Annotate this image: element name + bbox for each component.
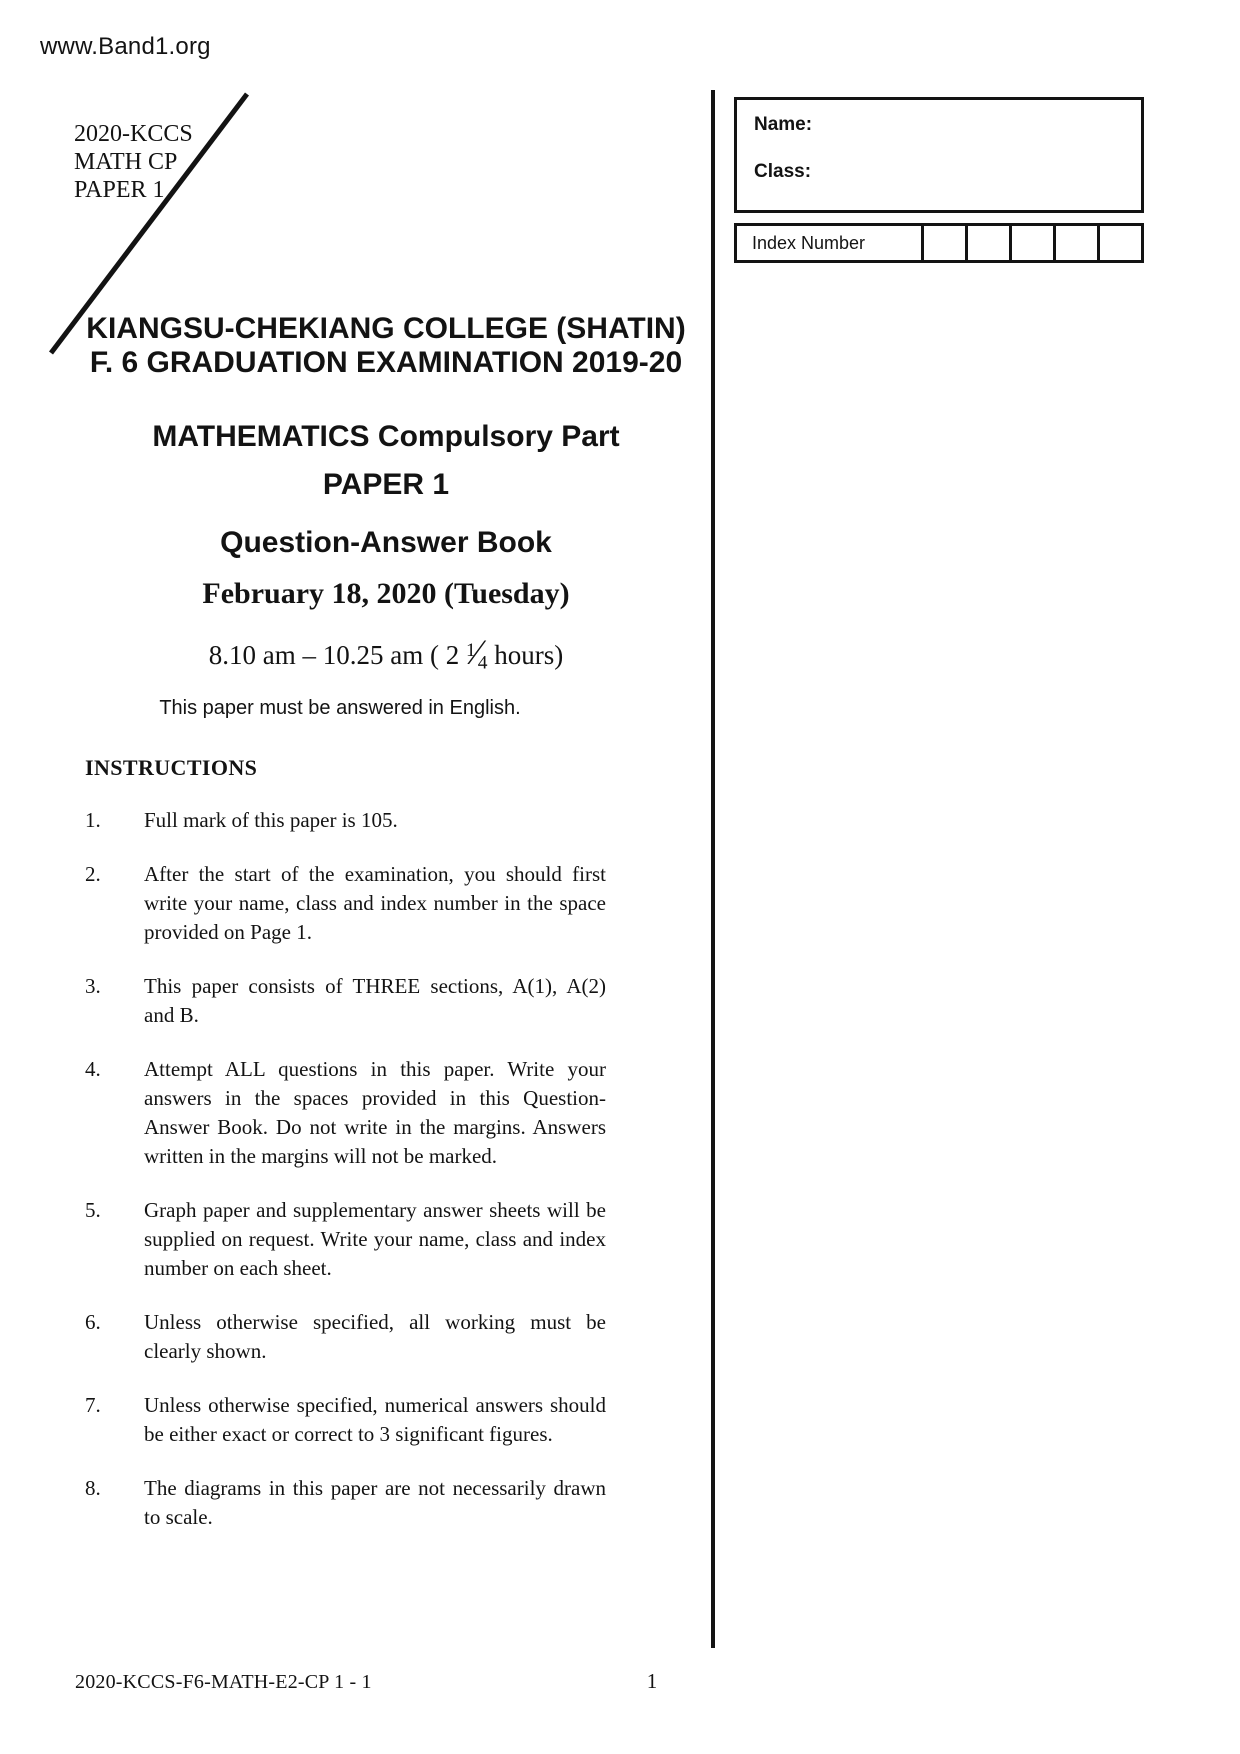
instruction-text: Unless otherwise specified, numerical answers should be either exact or correct to 3 significant figures. bbox=[144, 1393, 606, 1446]
instruction-number: 1. bbox=[85, 808, 101, 832]
instruction-text: Attempt ALL questions in this paper. Write your answers in the spaces provided in this Question-Answer Book. Do not write in the margins. Answers written in the margins will not be marked. bbox=[144, 1057, 606, 1168]
duration-fraction bbox=[465, 632, 488, 674]
fraction-slash: ⁄ bbox=[473, 632, 480, 672]
exam-time-suffix: hours) bbox=[487, 640, 564, 670]
fraction-numerator: 1 bbox=[465, 639, 476, 661]
instruction-number: 6. bbox=[85, 1310, 101, 1334]
footer-paper-code: 2020-KCCS-F6-MATH-E2-CP 1 - 1 bbox=[75, 1671, 372, 1693]
instruction-item bbox=[85, 1391, 615, 1449]
exam-date: February 18, 2020 (Tuesday) bbox=[202, 577, 570, 610]
instruction-text: The diagrams in this paper are not necessarily drawn to scale. bbox=[144, 1476, 606, 1529]
subject-title: MATHEMATICS Compulsory Part bbox=[152, 420, 620, 453]
instructions-heading: INSTRUCTIONS bbox=[85, 755, 258, 780]
book-type: Question-Answer Book bbox=[220, 526, 552, 559]
instruction-text: After the start of the examination, you should first write your name, class and index number in the space provided on Page 1. bbox=[144, 862, 606, 944]
name-label: Name: bbox=[754, 114, 813, 135]
index-number-box bbox=[734, 223, 1144, 263]
instruction-text: Full mark of this paper is 105. bbox=[144, 808, 398, 832]
exam-time bbox=[60, 631, 712, 674]
instructions-list bbox=[85, 806, 615, 1557]
instruction-item bbox=[85, 1055, 615, 1171]
index-number-label: Index Number bbox=[752, 232, 866, 253]
language-note: This paper must be answered in English. bbox=[159, 697, 521, 719]
paper-number: PAPER 1 bbox=[322, 468, 450, 501]
paper-code-paper: PAPER 1 bbox=[74, 177, 165, 203]
instruction-number: 2. bbox=[85, 862, 101, 886]
instruction-text: This paper consists of THREE sections, A(1), A(2) and B. bbox=[144, 974, 606, 1027]
fraction-denominator: 4 bbox=[477, 652, 488, 674]
footer-page-number: 1 bbox=[646, 1669, 658, 1693]
instruction-text: Unless otherwise specified, all working must be clearly shown. bbox=[144, 1310, 606, 1363]
instruction-item bbox=[85, 972, 615, 1030]
instruction-text: Graph paper and supplementary answer sheets will be supplied on request. Write your name, class and index number on each sheet. bbox=[144, 1198, 606, 1280]
index-digit-cell bbox=[965, 226, 1009, 260]
instruction-item bbox=[85, 1308, 615, 1366]
class-label: Class: bbox=[754, 161, 812, 182]
paper-code-year: 2020-KCCS bbox=[74, 121, 193, 147]
instruction-number: 4. bbox=[85, 1057, 101, 1081]
instruction-number: 5. bbox=[85, 1198, 101, 1222]
school-name: KIANGSU-CHEKIANG COLLEGE (SHATIN) bbox=[86, 312, 686, 345]
instruction-item bbox=[85, 860, 615, 947]
watermark-url: www.Band1.org bbox=[40, 33, 211, 60]
exam-title: F. 6 GRADUATION EXAMINATION 2019-20 bbox=[89, 346, 683, 379]
instruction-number: 8. bbox=[85, 1476, 101, 1500]
index-digit-cell bbox=[1053, 226, 1097, 260]
instruction-number: 7. bbox=[85, 1393, 101, 1417]
instruction-item bbox=[85, 806, 615, 835]
instruction-item bbox=[85, 1474, 615, 1532]
paper-code-subject: MATH CP bbox=[74, 149, 178, 175]
exam-time-prefix: 8.10 am – 10.25 am ( 2 bbox=[208, 640, 466, 670]
instruction-number: 3. bbox=[85, 974, 101, 998]
index-digit-cell bbox=[1009, 226, 1053, 260]
name-class-box bbox=[734, 97, 1144, 213]
index-digit-cell bbox=[1097, 226, 1141, 260]
instruction-item bbox=[85, 1196, 615, 1283]
index-digit-cell bbox=[921, 226, 965, 260]
